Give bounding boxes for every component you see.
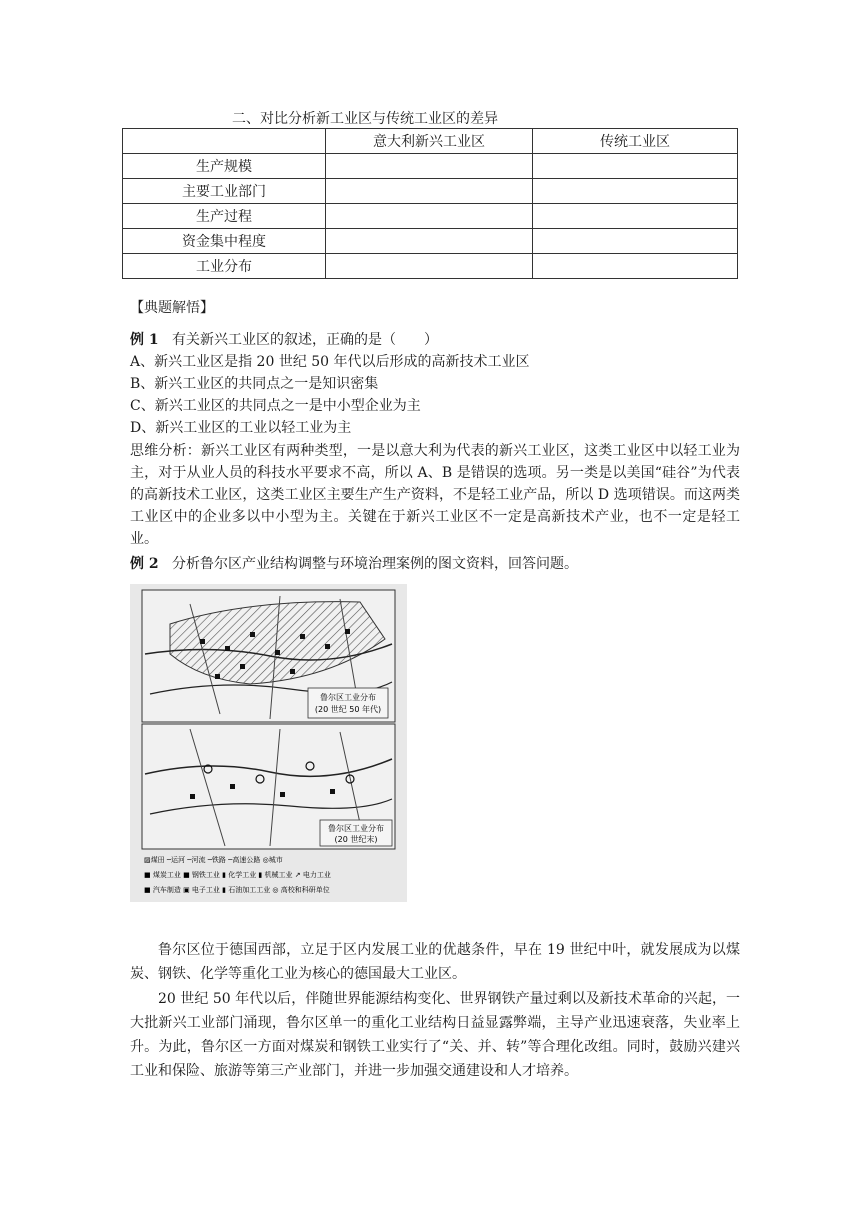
ruhr-map-figure	[130, 584, 407, 902]
option-a: A、新兴工业区是指 20 世纪 50 年代以后形成的高新技术工业区	[130, 354, 530, 370]
option-c: C、新兴工业区的共同点之一是中小型企业为主	[130, 398, 421, 414]
analysis-text: 思维分析：新兴工业区有两种类型，一是以意大利为代表的新兴工业区，这类工业区中以轻工业为主，对于从业人员的科技水平要求不高，所以 A、B 是错误的选项。另一类是以美国“硅谷”为代表的高新技术工业区，这类工业区主要生产生产资料，不是轻工业产品，所以 D 选项错误。而这两类工业区中的企业多以中小型为主。关键在于新兴工业区不一定是高新技术产业，也不一定是轻工业。	[130, 443, 740, 547]
question-text: 有关新兴工业区的叙述，正确的是（ ）	[171, 332, 438, 348]
ruhr-paragraph-2: 20 世纪 50 年代以后，伴随世界能源结构变化、世界钢铁产量过剩以及新技术革命的兴起，一大批新兴工业部门涌现，鲁尔区单一的重化工业结构日益显露弊端，主导产业迅速衰落，失业率上升。为此，鲁尔区一方面对煤炭和钢铁工业实行了“关、并、转”等合理化改组。同时，鼓励兴建兴工业和保险、旅游等第三产业部门，并进一步加强交通建设和人才培养。	[130, 991, 740, 1079]
table-cell	[533, 229, 738, 254]
table-header-cell: 传统工业区	[533, 129, 738, 154]
example-label: 例 2	[130, 556, 159, 572]
ruhr-paragraph-1: 鲁尔区位于德国西部，立足于区内发展工业的优越条件，早在 19 世纪中叶，就发展成为以煤炭、钢铁、化学等重化工业为核心的德国最大工业区。	[130, 942, 740, 982]
map-caption-bottom-period: (20 世纪末)	[334, 835, 378, 844]
map-caption-bottom: 鲁尔区工业分布	[328, 824, 384, 833]
row-label: 主要工业部门	[123, 179, 326, 204]
table-row	[123, 179, 738, 204]
option-d: D、新兴工业区的工业以轻工业为主	[130, 420, 352, 436]
map-legend-line-2: ■ 煤炭工业 ■ 钢铁工业 ▮ 化学工业 ▮ 机械工业 ↗ 电力工业	[144, 871, 331, 879]
row-label: 资金集中程度	[123, 229, 326, 254]
section-heading: 【典题解悟】	[130, 300, 214, 316]
table-header-cell: 意大利新兴工业区	[326, 129, 533, 154]
table-cell	[533, 154, 738, 179]
example-1-question	[130, 330, 438, 350]
map-legend-line-3: ■ 汽车制造 ▣ 电子工业 ▮ 石油加工工业 ◎ 高校和科研单位	[144, 886, 330, 894]
row-label: 生产规模	[123, 154, 326, 179]
table-cell	[326, 179, 533, 204]
map-caption-top-period: (20 世纪 50 年代)	[314, 705, 382, 714]
option-b: B、新兴工业区的共同点之一是知识密集	[130, 376, 379, 392]
table-cell	[326, 229, 533, 254]
table-row	[123, 154, 738, 179]
section-title: 二、对比分析新工业区与传统工业区的差异	[232, 111, 498, 127]
example-2-question	[130, 554, 578, 574]
table-header-row	[123, 129, 738, 154]
table-cell	[533, 179, 738, 204]
table-row	[123, 204, 738, 229]
map-legend-line-1: ▨煤田 ─运河 ─河流 ─铁路 ─高速公路 ◎城市	[144, 856, 283, 864]
table-cell	[533, 254, 738, 279]
table-header-cell	[123, 129, 326, 154]
ruhr-map-drawing	[130, 584, 407, 902]
table-cell	[326, 204, 533, 229]
table-row	[123, 254, 738, 279]
row-label: 生产过程	[123, 204, 326, 229]
table-cell	[533, 204, 738, 229]
table-cell	[326, 154, 533, 179]
comparison-table	[122, 128, 738, 279]
map-caption-top: 鲁尔区工业分布	[320, 693, 376, 702]
table-row	[123, 229, 738, 254]
table-cell	[326, 254, 533, 279]
row-label: 工业分布	[123, 254, 326, 279]
question-text: 分析鲁尔区产业结构调整与环境治理案例的图文资料，回答问题。	[171, 556, 578, 572]
example-label: 例 1	[130, 332, 159, 348]
